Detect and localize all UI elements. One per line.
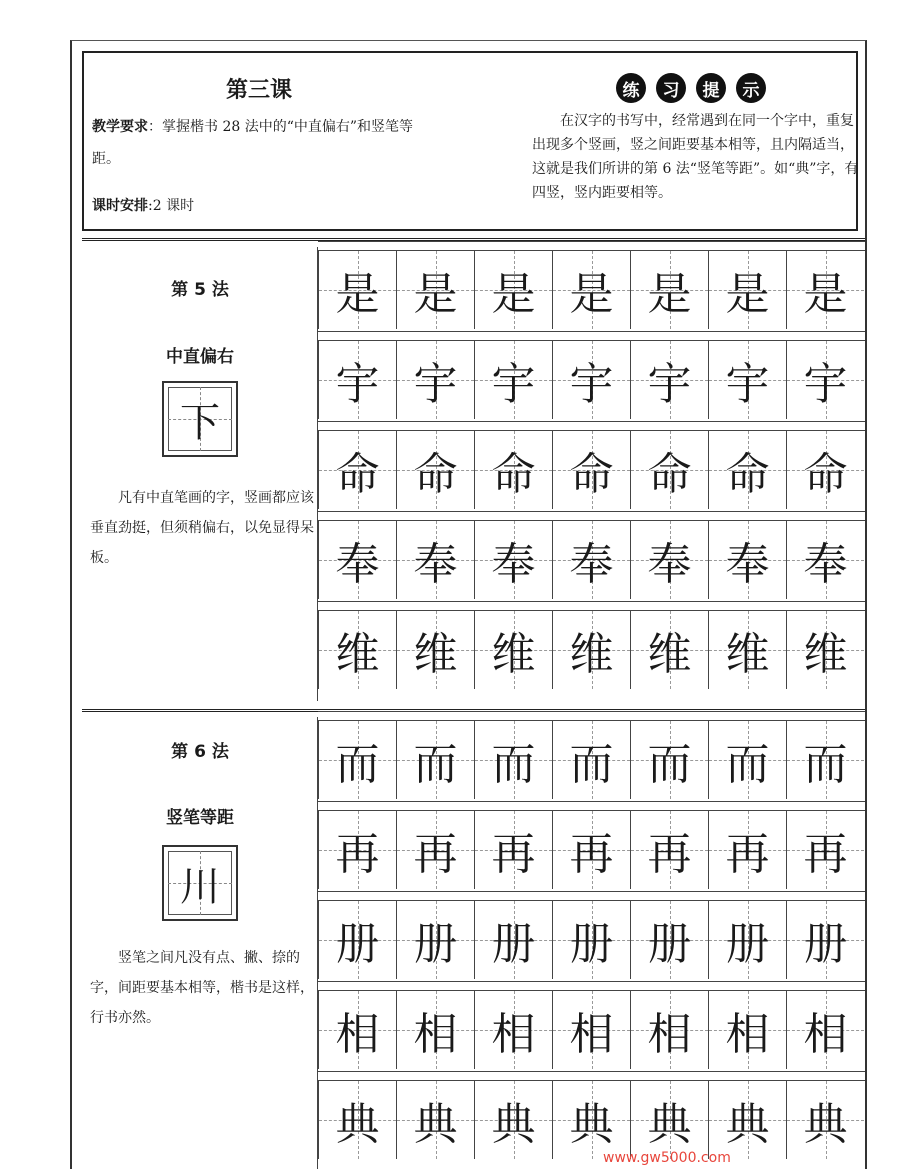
practice-character: 维	[647, 629, 692, 680]
practice-cell	[396, 901, 474, 979]
practice-cell	[396, 811, 474, 889]
practice-character: 是	[569, 269, 614, 320]
practice-character: 奉	[569, 539, 614, 590]
tip-badge: 示	[736, 73, 766, 103]
practice-cell	[630, 901, 708, 979]
practice-row	[318, 431, 865, 509]
practice-cell	[318, 721, 396, 799]
practice-cell	[630, 1081, 708, 1159]
practice-character: 相	[413, 1009, 458, 1060]
example-character: 川	[180, 863, 220, 910]
practice-character: 命	[335, 449, 380, 500]
practice-cell	[786, 811, 864, 889]
practice-cell	[552, 811, 630, 889]
practice-character: 维	[491, 629, 536, 680]
law-name: 中直偏右	[166, 347, 234, 367]
schedule-label: 课时安排	[92, 198, 148, 214]
tip-badge: 提	[696, 73, 726, 103]
practice-cell	[786, 341, 864, 419]
practice-character: 典	[803, 1099, 848, 1150]
law-section-5	[82, 247, 865, 701]
requirement-label: 教学要求	[92, 119, 148, 135]
row-divider	[318, 331, 865, 341]
practice-character: 相	[569, 1009, 614, 1060]
practice-cell	[396, 341, 474, 419]
practice-cell	[786, 521, 864, 599]
practice-cell	[552, 1081, 630, 1159]
practice-character: 相	[647, 1009, 692, 1060]
practice-character: 再	[647, 829, 692, 880]
practice-character: 而	[725, 739, 770, 790]
law-info-column	[82, 717, 318, 1169]
practice-character: 册	[569, 919, 614, 970]
practice-character: 相	[335, 1009, 380, 1060]
practice-character: 而	[569, 739, 614, 790]
practice-character: 再	[413, 829, 458, 880]
practice-row	[318, 991, 865, 1069]
practice-character: 是	[803, 269, 848, 320]
practice-cell	[474, 341, 552, 419]
practice-character: 奉	[647, 539, 692, 590]
practice-cell	[630, 251, 708, 329]
practice-row	[318, 341, 865, 419]
practice-cell	[708, 431, 786, 509]
practice-cell	[708, 341, 786, 419]
practice-cell	[552, 721, 630, 799]
practice-character: 典	[725, 1099, 770, 1150]
practice-row	[318, 521, 865, 599]
practice-character: 册	[647, 919, 692, 970]
practice-cell	[708, 811, 786, 889]
lesson-title: 第三课	[226, 78, 293, 103]
practice-cell	[708, 991, 786, 1069]
practice-character: 册	[335, 919, 380, 970]
practice-cell	[786, 251, 864, 329]
practice-cell	[786, 611, 864, 689]
practice-cell	[474, 901, 552, 979]
practice-cell	[318, 991, 396, 1069]
practice-character: 命	[413, 449, 458, 500]
practice-cell	[786, 901, 864, 979]
row-divider	[318, 601, 865, 611]
practice-character: 相	[725, 1009, 770, 1060]
practice-character: 宇	[647, 359, 692, 410]
practice-cell	[474, 721, 552, 799]
practice-character: 宇	[725, 359, 770, 410]
practice-character: 命	[491, 449, 536, 500]
practice-cell	[708, 521, 786, 599]
practice-character: 奉	[413, 539, 458, 590]
practice-cell	[786, 721, 864, 799]
practice-row	[318, 611, 865, 689]
practice-cell	[786, 991, 864, 1069]
practice-character: 而	[413, 739, 458, 790]
row-divider	[318, 511, 865, 521]
practice-character: 奉	[335, 539, 380, 590]
practice-cell	[708, 901, 786, 979]
practice-cell	[396, 721, 474, 799]
practice-character: 而	[803, 739, 848, 790]
practice-cell	[552, 901, 630, 979]
practice-cell	[318, 1081, 396, 1159]
row-divider	[318, 241, 865, 251]
practice-cell	[786, 1081, 864, 1159]
practice-character: 而	[491, 739, 536, 790]
practice-cell	[474, 1081, 552, 1159]
example-character-box	[162, 381, 238, 457]
row-divider	[318, 1071, 865, 1081]
practice-cell	[630, 811, 708, 889]
practice-character: 再	[725, 829, 770, 880]
law-number: 第 5 法	[171, 280, 229, 300]
practice-row	[318, 721, 865, 799]
practice-character: 宇	[569, 359, 614, 410]
practice-character: 命	[569, 449, 614, 500]
practice-cell	[552, 431, 630, 509]
practice-character: 奉	[725, 539, 770, 590]
practice-character: 奉	[491, 539, 536, 590]
practice-character: 命	[647, 449, 692, 500]
practice-cell	[708, 251, 786, 329]
practice-cell	[552, 341, 630, 419]
schedule-text: :2 课时	[148, 198, 195, 214]
practice-character: 再	[335, 829, 380, 880]
practice-cell	[396, 1081, 474, 1159]
example-character-box	[162, 845, 238, 921]
requirement-text: ：掌握楷书 28 法中的“中直偏右”和竖笔等距。	[92, 119, 414, 167]
practice-character: 再	[803, 829, 848, 880]
practice-cell	[552, 521, 630, 599]
practice-cell	[474, 521, 552, 599]
practice-character: 命	[803, 449, 848, 500]
watermark: www.gw5000.com	[603, 1150, 731, 1166]
practice-character: 命	[725, 449, 770, 500]
practice-row	[318, 811, 865, 889]
practice-cell	[786, 431, 864, 509]
practice-character: 是	[413, 269, 458, 320]
practice-row	[318, 251, 865, 329]
practice-character: 册	[803, 919, 848, 970]
practice-character: 典	[647, 1099, 692, 1150]
practice-cell	[552, 251, 630, 329]
practice-cell	[474, 991, 552, 1069]
practice-cell	[318, 431, 396, 509]
practice-cell	[630, 721, 708, 799]
practice-character: 宇	[335, 359, 380, 410]
practice-cell	[396, 611, 474, 689]
class-schedule	[92, 195, 194, 215]
practice-cell	[708, 611, 786, 689]
practice-cell	[474, 611, 552, 689]
practice-cell	[630, 521, 708, 599]
teaching-requirement	[92, 111, 422, 175]
law-name: 竖笔等距	[166, 808, 234, 828]
law-description: 凡有中直笔画的字，竖画都应该垂直劲挺，但须稍偏右，以免显得呆板。	[90, 490, 314, 566]
practice-cell	[708, 1081, 786, 1159]
row-divider	[318, 981, 865, 991]
practice-cell	[396, 251, 474, 329]
practice-character: 而	[335, 739, 380, 790]
practice-cell	[474, 431, 552, 509]
practice-cell	[474, 251, 552, 329]
practice-character: 维	[335, 629, 380, 680]
practice-character: 是	[647, 269, 692, 320]
practice-cell	[396, 521, 474, 599]
tip-badge: 练	[616, 73, 646, 103]
practice-cell	[318, 611, 396, 689]
lesson-header	[82, 51, 858, 231]
law-description: 竖笔之间凡没有点、撇、捺的字，间距要基本相等，楷书是这样，行书亦然。	[90, 950, 314, 1026]
practice-character: 册	[491, 919, 536, 970]
practice-character: 典	[413, 1099, 458, 1150]
practice-tips-title	[616, 73, 766, 103]
row-divider	[318, 711, 865, 721]
practice-character: 而	[647, 739, 692, 790]
practice-cell	[630, 611, 708, 689]
practice-character: 宇	[413, 359, 458, 410]
practice-character: 维	[569, 629, 614, 680]
row-divider	[318, 891, 865, 901]
law-number: 第 6 法	[171, 742, 229, 762]
practice-character: 维	[803, 629, 848, 680]
example-character: 下	[180, 399, 220, 446]
practice-cell	[318, 811, 396, 889]
practice-character: 再	[569, 829, 614, 880]
practice-character: 典	[335, 1099, 380, 1150]
practice-character: 典	[491, 1099, 536, 1150]
practice-character: 册	[725, 919, 770, 970]
practice-tips-text: 在汉字的书写中，经常遇到在同一个字中，重复出现多个竖画，竖之间距要基本相等，且内隔适当，这就是我们所讲的第 6 法“竖笔等距”。如“典”字，有四竖，竖内距要相等。	[532, 113, 859, 201]
law-info-column	[82, 247, 318, 701]
law-section-6	[82, 717, 865, 1169]
practice-cell	[318, 521, 396, 599]
row-divider	[318, 421, 865, 431]
practice-character: 相	[803, 1009, 848, 1060]
practice-row	[318, 901, 865, 979]
practice-cell	[630, 991, 708, 1069]
row-divider	[318, 801, 865, 811]
practice-cell	[552, 991, 630, 1069]
practice-cell	[552, 611, 630, 689]
practice-cell	[318, 901, 396, 979]
practice-character: 维	[413, 629, 458, 680]
practice-character: 是	[491, 269, 536, 320]
practice-cell	[396, 991, 474, 1069]
practice-cell	[630, 431, 708, 509]
practice-cell	[474, 811, 552, 889]
practice-character: 再	[491, 829, 536, 880]
practice-page	[70, 40, 867, 1169]
practice-character: 典	[569, 1099, 614, 1150]
practice-cell	[396, 431, 474, 509]
practice-cell	[630, 341, 708, 419]
practice-cell	[318, 251, 396, 329]
tip-badge: 习	[656, 73, 686, 103]
practice-row	[318, 1081, 865, 1159]
practice-character: 是	[725, 269, 770, 320]
practice-character: 维	[725, 629, 770, 680]
practice-character: 宇	[803, 359, 848, 410]
practice-cell	[708, 721, 786, 799]
practice-cell	[318, 341, 396, 419]
practice-character: 册	[413, 919, 458, 970]
practice-character: 是	[335, 269, 380, 320]
practice-character: 奉	[803, 539, 848, 590]
practice-character: 相	[491, 1009, 536, 1060]
practice-character: 宇	[491, 359, 536, 410]
